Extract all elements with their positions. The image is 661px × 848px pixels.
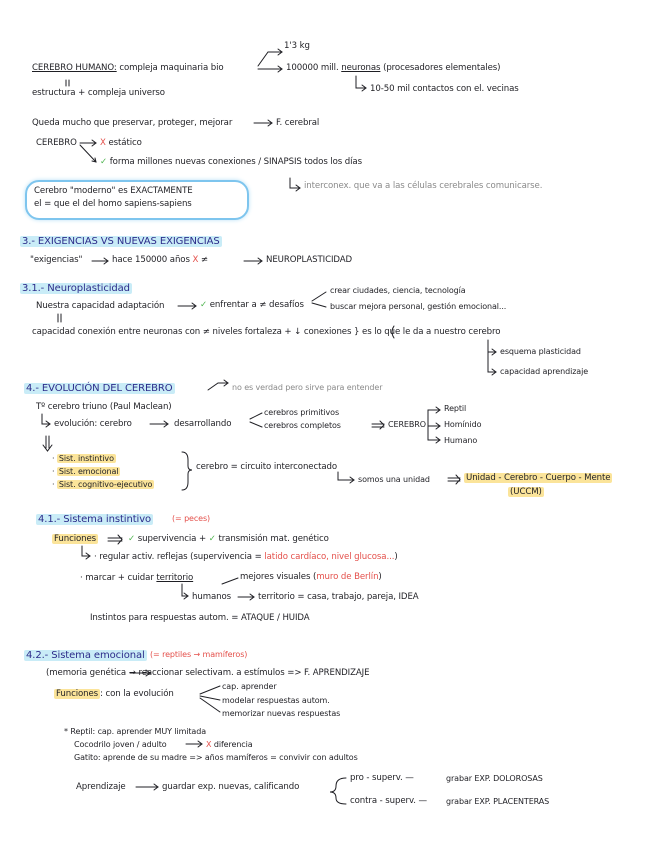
cross-mark-icon: X	[206, 740, 212, 749]
territorio-word: territorio	[156, 573, 194, 583]
estatico-text: estático	[108, 138, 142, 148]
sistema-emocional: · Sist. emocional	[52, 467, 119, 476]
cocodrilo-label: Cocodrilo joven / adulto	[74, 740, 167, 749]
transmision-text: transmisión mat. genético	[218, 534, 329, 544]
circuito-interconectado: cerebro = circuito interconectado	[196, 462, 338, 472]
check-mark-icon: ✓	[128, 534, 136, 544]
estatico-line	[100, 138, 142, 148]
evolucion-label: evolución: cerebro	[54, 419, 132, 429]
sys2-text: Sist. emocional	[58, 467, 119, 476]
f-cerebral: F. cerebral	[276, 118, 320, 128]
not-equal-sign: ≠	[200, 255, 209, 265]
regular-text: regular activ. reflejas (supervivencia =	[99, 552, 262, 562]
sistema-cognitivo: · Sist. cognitivo-ejecutivo	[52, 480, 153, 489]
uccm-abbr	[508, 487, 544, 497]
heading-4-2-text: 4.2.- Sistema emocional	[26, 650, 145, 661]
exp-placenteras: grabar EXP. PLACENTERAS	[446, 797, 550, 806]
sistema-instintivo: · Sist. instintivo	[52, 454, 114, 463]
funciones-label: Funciones	[56, 689, 99, 699]
heading-4	[24, 383, 175, 394]
neuronas-word: neuronas	[341, 63, 381, 73]
heading-4-note: no es verdad pero sirve para entender	[232, 383, 383, 392]
somos-unidad: somos una unidad	[358, 475, 430, 484]
mejores-visuales	[240, 572, 382, 582]
capacidad-conexion-line: capacidad conexión entre neuronas con ≠ niveles fortaleza + ↓ conexiones } es lo que le da a nuestro cerebro	[32, 327, 501, 337]
check-mark-icon: ✓	[208, 534, 216, 544]
box-line-1: Cerebro "moderno" es EXACTAMENTE	[34, 186, 193, 196]
esquema-plasticidad: esquema plasticidad	[500, 347, 581, 356]
line-cerebro-humano	[32, 63, 224, 73]
muro-text: muro de Berlín	[316, 572, 379, 582]
capacidad-aprendizaje: capacidad aprendizaje	[500, 367, 589, 376]
humanos-label: humanos	[192, 592, 232, 602]
enfrentar-line	[200, 300, 304, 310]
con-evolucion: : con la evolución	[100, 689, 174, 699]
contactos-line: 10-50 mil contactos con el. vecinas	[370, 84, 519, 94]
box-line-2: el = que el del homo sapiens-sapiens	[34, 199, 192, 209]
crear-ciudades: crear ciudades, ciencia, tecnología	[330, 286, 466, 295]
enfrentar-text: enfrentar a ≠ desafíos	[209, 300, 304, 310]
heading-4-2-note: (= reptiles → mamíferos)	[150, 650, 248, 659]
close-paren: )	[394, 552, 398, 562]
cerebro-label: CEREBRO	[36, 138, 77, 148]
cerebro-triuno: Tº cerebro triuno (Paul Maclean)	[36, 402, 172, 412]
reptil-line: * Reptil: cap. aprender MUY limitada	[64, 727, 207, 736]
supervivencia-text: supervivencia +	[137, 534, 207, 544]
sys1-text: Sist. instintivo	[58, 454, 114, 463]
cerebros-completos: cerebros completos	[264, 421, 341, 430]
weight-note: 1'3 kg	[284, 41, 310, 51]
cerebros-primitivos: cerebros primitivos	[264, 408, 340, 417]
mill-text: 100000 mill.	[286, 63, 339, 73]
diferencia-line	[206, 740, 253, 749]
funciones-2	[54, 689, 174, 699]
supervivencia-line	[128, 534, 329, 544]
interconex-note: interconex. que va a las células cerebrales comunicarse.	[304, 181, 543, 191]
marcar-line: · marcar + cuidar territorio	[80, 573, 194, 583]
memorizar-respuestas: memorizar nuevas respuestas	[222, 709, 341, 718]
sinapsis-line	[100, 157, 362, 167]
regular-line: · regular activ. reflejas (supervivencia = latido cardíaco, nivel glucosa...)	[94, 552, 398, 562]
cross-mark-icon: X	[192, 255, 199, 265]
heading-4-text: 4.- EVOLUCIÓN DEL CEREBRO	[26, 383, 173, 394]
neuronas-line	[286, 63, 500, 73]
aprendizaje-label: Aprendizaje	[76, 782, 126, 792]
heading-3-1-text: 3.1.- Neuroplasticidad	[22, 283, 130, 294]
heading-3	[20, 236, 222, 247]
memoria-genetica-line: (memoria genética → reaccionar selectivam. a estímulos => F. APRENDIZAJE	[46, 668, 370, 678]
heading-3-1	[20, 283, 132, 294]
sinapsis-text: forma millones nuevas conexiones / SINAPSIS todos los días	[109, 157, 362, 167]
uccm-text: Unidad - Cerebro - Cuerpo - Mente	[466, 473, 611, 483]
uccm-line	[464, 473, 612, 483]
gatito-line: Gatito: aprende de su madre => años mamíferos = convivir con adultos	[74, 753, 358, 762]
heading-4-1-text: 4.1.- Sistema instintivo	[38, 514, 152, 525]
cerebro-word: CEREBRO	[388, 420, 426, 429]
contra-superv: contra - superv. —	[350, 796, 428, 806]
maquinaria-text: compleja maquinaria bio	[116, 63, 224, 73]
cross-mark-icon: X	[100, 138, 106, 148]
adaptacion-label: Nuestra capacidad adaptación	[36, 301, 165, 311]
exp-dolorosas: grabar EXP. DOLOROSAS	[446, 774, 543, 783]
hace-line	[112, 255, 208, 265]
visuales-text: mejores visuales (	[240, 572, 317, 582]
hominido: Homínido	[444, 420, 482, 429]
territorio-casa: territorio = casa, trabajo, pareja, IDEA	[258, 592, 419, 602]
heading-4-1	[36, 514, 153, 525]
diferencia-text: diferencia	[213, 740, 253, 749]
heading-3-text: 3.- EXIGENCIAS VS NUEVAS EXIGENCIAS	[22, 236, 220, 247]
desarrollando: desarrollando	[174, 419, 232, 429]
heading-4-1-note: (= peces)	[172, 514, 211, 523]
cap-aprender: cap. aprender	[222, 682, 277, 691]
pro-superv: pro - superv. —	[350, 773, 414, 783]
check-mark-icon: ✓	[200, 300, 208, 310]
preservar-line: Queda mucho que preservar, proteger, mejorar	[32, 118, 233, 128]
instintos-line: Instintos para respuestas autom. = ATAQUE / HUIDA	[90, 613, 310, 623]
estructura-line: estructura + compleja universo	[32, 88, 165, 98]
marcar-text: marcar + cuidar	[85, 573, 154, 583]
exigencias-label: "exigencias"	[30, 255, 83, 265]
procesadores-text: (procesadores elementales)	[380, 63, 501, 73]
modelar-respuestas: modelar respuestas autom.	[222, 696, 330, 705]
buscar-mejora: buscar mejora personal, gestión emocional...	[330, 302, 507, 311]
uccm-abbr-text: (UCCM)	[510, 487, 542, 497]
check-mark-icon: ✓	[100, 157, 108, 167]
reptil: Reptil	[444, 404, 467, 413]
funciones-label: Funciones	[54, 534, 97, 544]
humano: Humano	[444, 436, 478, 445]
guardar-exp: guardar exp. nuevas, calificando	[162, 782, 300, 792]
neuroplasticidad-word: NEUROPLASTICIDAD	[266, 255, 353, 265]
cerebro-humano-label: CEREBRO HUMANO:	[32, 63, 117, 73]
heading-4-2	[24, 650, 147, 661]
funciones-1	[52, 534, 98, 544]
sys3-text: Sist. cognitivo-ejecutivo	[58, 480, 153, 489]
hace-text: hace 150000 años	[112, 255, 190, 265]
latido-text: latido cardíaco, nivel glucosa...	[264, 552, 395, 562]
close-paren: )	[378, 572, 382, 582]
